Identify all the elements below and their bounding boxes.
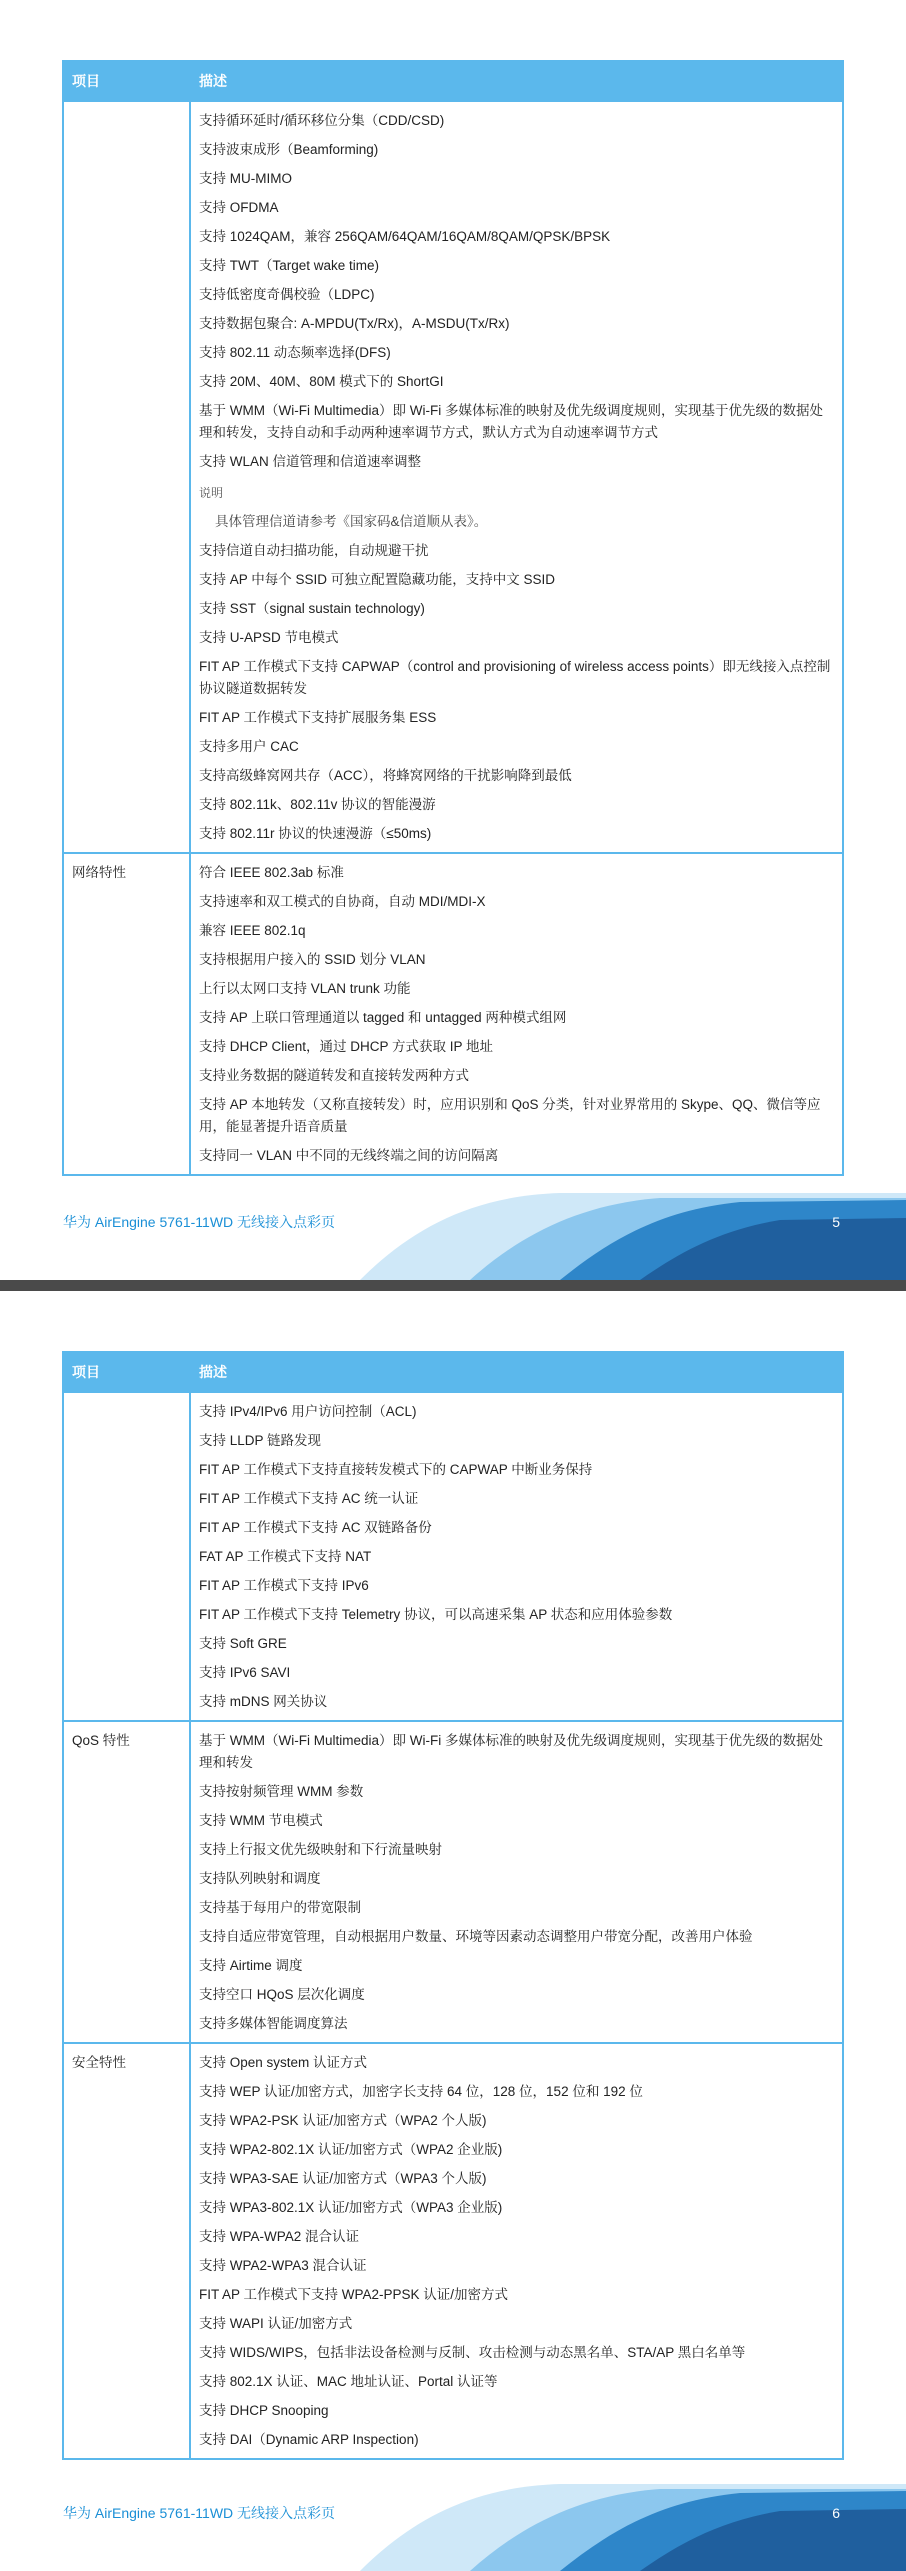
table-row (63, 2043, 843, 2459)
category-cell (63, 1721, 190, 2043)
list-item: 支持 WEP 认证/加密方式，加密字长支持 64 位，128 位，152 位和 192 位 (199, 2084, 643, 2099)
list-item: 支持 WPA3-802.1X 认证/加密方式（WPA3 企业版) (199, 2200, 503, 2215)
list-item: 上行以太网口支持 VLAN trunk 功能 (199, 981, 411, 996)
list-item: FIT AP 工作模式下支持 WPA2-PPSK 认证/加密方式 (199, 2287, 509, 2302)
list-item: 支持 20M、40M、80M 模式下的 ShortGI (199, 374, 444, 389)
list-item: 支持 WMM 节电模式 (199, 1813, 323, 1828)
list-item: FIT AP 工作模式下支持扩展服务集 ESS (199, 710, 437, 725)
list-item: 支持队列映射和调度 (199, 1871, 321, 1886)
list-item: 支持 DHCP Snooping (199, 2403, 329, 2418)
list-item: 支持 802.1X 认证、MAC 地址认证、Portal 认证等 (199, 2374, 498, 2389)
page-number: 6 (832, 2505, 840, 2521)
list-item: FIT AP 工作模式下支持 CAPWAP（control and provisioning of wireless access points）即无线接入点控制协议隧道数据转发 (199, 659, 831, 696)
spec-table (62, 1351, 844, 2460)
header-desc: 描述 (190, 61, 843, 101)
footer-title: 华为 AirEngine 5761-11WD 无线接入点彩页 (63, 2505, 336, 2521)
desc-cell (190, 2043, 843, 2459)
footer-wave-graphic (0, 2481, 906, 2571)
header-item: 项目 (63, 61, 190, 101)
list-item: 兼容 IEEE 802.1q (199, 923, 306, 938)
table-header-row (63, 61, 843, 101)
list-item: 支持 WIDS/WIPS，包括非法设备检测与反制、攻击检测与动态黑名单、STA/AP 黑白名单等 (199, 2345, 746, 2360)
page-footer (0, 1190, 906, 1280)
footer-wave-graphic (0, 1190, 906, 1280)
table-row (63, 101, 843, 853)
list-item: 支持 WPA2-PSK 认证/加密方式（WPA2 个人版) (199, 2113, 487, 2128)
table-row (63, 853, 843, 1175)
list-item: 支持 SST（signal sustain technology) (199, 601, 425, 616)
list-item: 支持 Open system 认证方式 (199, 2055, 368, 2070)
list-item: 支持多用户 CAC (199, 739, 299, 754)
list-item: 支持 WAPI 认证/加密方式 (199, 2316, 353, 2331)
list-item: FIT AP 工作模式下支持 AC 双链路备份 (199, 1520, 432, 1535)
list-item: 支持 Soft GRE (199, 1636, 287, 1651)
list-item: FIT AP 工作模式下支持直接转发模式下的 CAPWAP 中断业务保持 (199, 1462, 593, 1477)
category-label: 安全特性 (72, 2055, 126, 2070)
page-5 (0, 0, 906, 1280)
list-item: 支持自适应带宽管理，自动根据用户数量、环境等因素动态调整用户带宽分配，改善用户体验 (199, 1929, 753, 1944)
desc-cell (190, 1392, 843, 1721)
list-item: 支持 AP 本地转发（又称直接转发）时，应用识别和 QoS 分类，针对业界常用的 Skype、QQ、微信等应用，能显著提升语音质量 (199, 1097, 821, 1134)
list-item: 支持 DHCP Client，通过 DHCP 方式获取 IP 地址 (199, 1039, 494, 1054)
note-label: 说明 (199, 486, 224, 500)
list-item: 基于 WMM（Wi-Fi Multimedia）即 Wi-Fi 多媒体标准的映射及优先级调度规则，实现基于优先级的数据处理和转发 (199, 1733, 823, 1770)
list-item: 支持 AP 中每个 SSID 可独立配置隐藏功能，支持中文 SSID (199, 572, 556, 587)
list-item: FIT AP 工作模式下支持 AC 统一认证 (199, 1491, 419, 1506)
list-item: 支持 Airtime 调度 (199, 1958, 303, 1973)
list-item: 支持空口 HQoS 层次化调度 (199, 1987, 365, 2002)
list-item: 支持 OFDMA (199, 200, 279, 215)
list-item: 支持高级蜂窝网共存（ACC），将蜂窝网络的干扰影响降到最低 (199, 768, 572, 783)
page-separator (0, 1280, 906, 1291)
list-item: 支持业务数据的隧道转发和直接转发两种方式 (199, 1068, 469, 1083)
category-cell (63, 101, 190, 853)
table-row (63, 1721, 843, 2043)
category-cell (63, 1392, 190, 1721)
header-item: 项目 (63, 1352, 190, 1392)
list-item: 支持循环延时/循环移位分集（CDD/CSD) (199, 113, 445, 128)
list-item: 支持 AP 上联口管理通道以 tagged 和 untagged 两种模式组网 (199, 1010, 567, 1025)
list-item: 支持 802.11r 协议的快速漫游（≤50ms) (199, 826, 432, 841)
category-label: 网络特性 (72, 865, 126, 880)
list-item: 支持低密度奇偶校验（LDPC) (199, 287, 375, 302)
list-item: 支持根据用户接入的 SSID 划分 VLAN (199, 952, 426, 967)
category-label: QoS 特性 (72, 1733, 130, 1748)
header-desc: 描述 (190, 1352, 843, 1392)
list-item: 支持 MU-MIMO (199, 171, 292, 186)
list-item: 支持波束成形（Beamforming) (199, 142, 379, 157)
list-item: 支持同一 VLAN 中不同的无线终端之间的访问隔离 (199, 1148, 499, 1163)
list-item: 支持 TWT（Target wake time) (199, 258, 380, 273)
list-item: 支持 DAI（Dynamic ARP Inspection) (199, 2432, 419, 2447)
list-item: 支持 WPA2-WPA3 混合认证 (199, 2258, 367, 2273)
category-cell (63, 2043, 190, 2459)
list-item: 支持数据包聚合: A-MPDU(Tx/Rx)，A-MSDU(Tx/Rx) (199, 316, 510, 331)
table-row (63, 1392, 843, 1721)
list-item: 支持 WLAN 信道管理和信道速率调整 (199, 454, 422, 469)
list-item: 符合 IEEE 802.3ab 标准 (199, 865, 344, 880)
list-item: 支持按射频管理 WMM 参数 (199, 1784, 364, 1799)
footer-title: 华为 AirEngine 5761-11WD 无线接入点彩页 (63, 1214, 336, 1230)
category-cell (63, 853, 190, 1175)
page-footer (0, 2481, 906, 2571)
desc-cell (190, 101, 843, 853)
list-item: 支持多媒体智能调度算法 (199, 2016, 348, 2031)
desc-cell (190, 853, 843, 1175)
desc-cell (190, 1721, 843, 2043)
list-item: 支持 IPv6 SAVI (199, 1665, 291, 1680)
list-item: 支持速率和双工模式的自协商，自动 MDI/MDI-X (199, 894, 486, 909)
list-item: 支持 LLDP 链路发现 (199, 1433, 322, 1448)
list-item: 支持 1024QAM，兼容 256QAM/64QAM/16QAM/8QAM/QPSK/BPSK (199, 229, 611, 244)
spec-table (62, 60, 844, 1176)
list-item: FIT AP 工作模式下支持 Telemetry 协议，可以高速采集 AP 状态和应用体验参数 (199, 1607, 673, 1622)
list-item: 支持 802.11 动态频率选择(DFS) (199, 345, 391, 360)
list-item: 支持 WPA3-SAE 认证/加密方式（WPA3 个人版) (199, 2171, 487, 2186)
note-text: 具体管理信道请参考《国家码&信道顺从表》。 (215, 514, 488, 529)
list-item: FIT AP 工作模式下支持 IPv6 (199, 1578, 369, 1593)
list-item: 支持上行报文优先级映射和下行流量映射 (199, 1842, 442, 1857)
table-header-row (63, 1352, 843, 1392)
list-item: 支持 U-APSD 节电模式 (199, 630, 339, 645)
list-item: 支持 mDNS 网关协议 (199, 1694, 328, 1709)
list-item: 支持基于每用户的带宽限制 (199, 1900, 361, 1915)
list-item: 支持 WPA-WPA2 混合认证 (199, 2229, 360, 2244)
page-6 (0, 1291, 906, 2571)
list-item: 支持 IPv4/IPv6 用户访问控制（ACL) (199, 1404, 417, 1419)
page-number: 5 (832, 1214, 840, 1230)
list-item: FAT AP 工作模式下支持 NAT (199, 1549, 372, 1564)
list-item: 支持 802.11k、802.11v 协议的智能漫游 (199, 797, 436, 812)
list-item: 支持信道自动扫描功能，自动规避干扰 (199, 543, 429, 558)
list-item: 支持 WPA2-802.1X 认证/加密方式（WPA2 企业版) (199, 2142, 503, 2157)
list-item: 基于 WMM（Wi-Fi Multimedia）即 Wi-Fi 多媒体标准的映射及优先级调度规则，实现基于优先级的数据处理和转发，支持自动和手动两种速率调节方式，默认方式为自动速率调节方式 (199, 403, 823, 440)
